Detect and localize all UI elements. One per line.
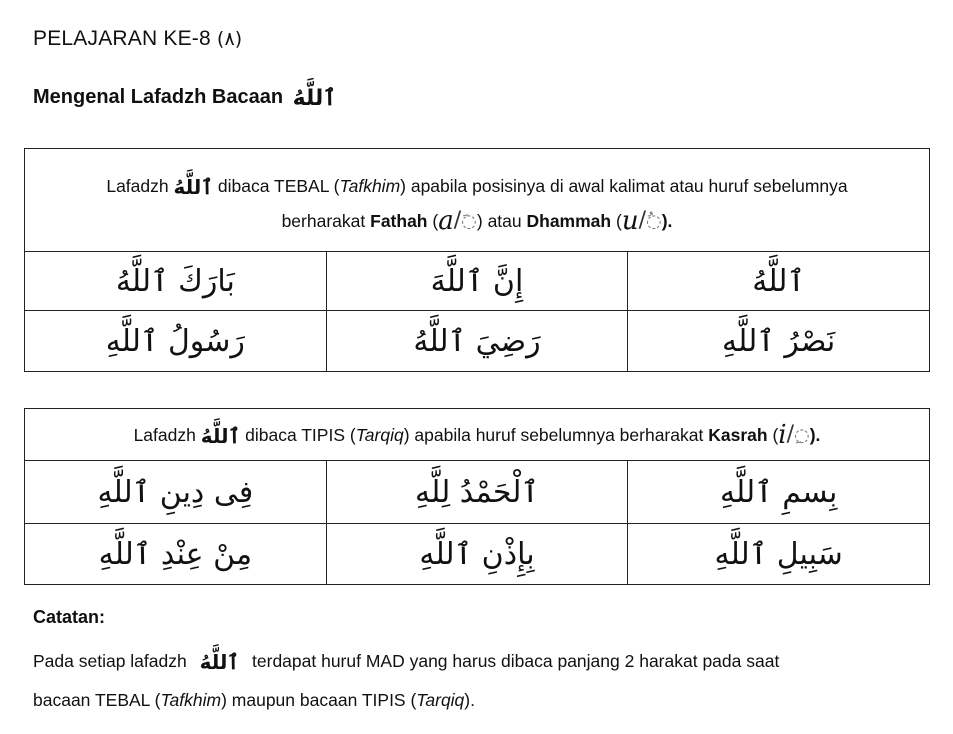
tebal-desc-part1: dibaca TEBAL ( xyxy=(217,176,340,196)
page-subtitle xyxy=(33,86,336,111)
tebal-description: Lafadzh ٱللَّهُ dibaca TEBAL (Tafkhim) apabila posisinya di awal kalimat atau huruf sebelumnya berharakat Fathah (a/◌َ) atau Dhammah (u/◌ُ). xyxy=(25,149,930,252)
notes-line1-suffix: terdapat huruf MAD yang harus dibaca panjang 2 harakat pada saat xyxy=(252,651,780,671)
fathah-letter: a xyxy=(438,206,454,236)
tebal-word-cell: رَسُولُ ٱللَّهِ xyxy=(25,311,327,372)
kasrah-sign: ◌ِ xyxy=(794,425,810,446)
notes-heading: Catatan: xyxy=(33,607,106,627)
tebal-word-cell: نَصْرُ ٱللَّهِ xyxy=(628,311,930,372)
tipis-word-cell: فِى دِينِ ٱللَّهِ xyxy=(25,461,327,524)
page-title xyxy=(33,27,242,51)
tebal-allah-word: ٱللَّهُ xyxy=(173,175,214,199)
kasrah-letter: i xyxy=(778,420,787,450)
fathah-label: Fathah xyxy=(370,211,428,231)
tebal-conj: atau xyxy=(487,211,522,231)
tipis-desc-part1: dibaca TIPIS ( xyxy=(245,425,356,445)
kasrah-label: Kasrah xyxy=(708,425,768,445)
tebal-table xyxy=(24,148,930,372)
notes-line-1 xyxy=(33,650,779,674)
notes-allah-word: ٱللَّهُ xyxy=(199,650,240,674)
fathah-sign: ◌َ xyxy=(461,211,477,232)
subtitle-allah-word: ٱللَّهُ xyxy=(292,86,337,111)
tipis-word-cell: بِإِذْنِ ٱللَّهِ xyxy=(326,524,628,585)
tipis-description: Lafadzh ٱللَّهُ dibaca TIPIS (Tarqiq) apabila huruf sebelumnya berharakat Kasrah (i/◌ِ). xyxy=(25,409,930,461)
tebal-desc-line2-prefix: berharakat xyxy=(281,211,366,231)
tipis-word-cell: مِنْ عِنْدِ ٱللَّهِ xyxy=(25,524,327,585)
subtitle-text: Mengenal Lafadzh Bacaan xyxy=(33,86,284,108)
tipis-word-cell: سَبِيلِ ٱللَّهِ xyxy=(628,524,930,585)
tebal-word-cell: بَارَكَ ٱللَّهُ xyxy=(25,252,327,311)
tebal-desc-term: Tafkhim xyxy=(339,176,401,196)
tebal-desc-part2: ) apabila posisinya di awal kalimat atau huruf sebelumnya xyxy=(400,176,848,196)
notes-line2-part1: bacaan TEBAL ( xyxy=(33,690,161,710)
dhammah-label: Dhammah xyxy=(526,211,612,231)
notes-line2-term1: Tafkhim xyxy=(160,690,222,710)
dhammah-letter: u xyxy=(621,206,639,236)
tipis-desc-prefix: Lafadzh xyxy=(133,425,196,445)
notes-line2-part3: ). xyxy=(464,690,475,710)
tipis-word-cell: ٱلْحَمْدُ لِلَّهِ xyxy=(326,461,628,524)
dhammah-sign: ◌ُ xyxy=(645,211,662,232)
notes-line2-part2: ) maupun bacaan TIPIS ( xyxy=(221,690,417,710)
tebal-word-cell: إِنَّ ٱللَّهَ xyxy=(326,252,628,311)
notes-line2-term2: Tarqiq xyxy=(416,690,465,710)
title-arabic-number: (٨) xyxy=(216,28,243,50)
tipis-desc-term: Tarqiq xyxy=(355,425,404,445)
notes-line1-prefix: Pada setiap lafadzh xyxy=(33,651,187,671)
tipis-table xyxy=(24,408,930,585)
notes-line-2 xyxy=(33,690,475,711)
tipis-allah-word: ٱللَّهُ xyxy=(200,424,241,448)
tipis-word-cell: بِسمِ ٱللَّهِ xyxy=(628,461,930,524)
title-text: PELAJARAN KE-8 xyxy=(33,27,211,50)
tebal-word-cell: ٱللَّهُ xyxy=(628,252,930,311)
tebal-desc-prefix: Lafadzh xyxy=(106,176,169,196)
tebal-word-cell: رَضِيَ ٱللَّهُ xyxy=(326,311,628,372)
tipis-desc-part2: ) apabila huruf sebelumnya berharakat xyxy=(403,425,704,445)
